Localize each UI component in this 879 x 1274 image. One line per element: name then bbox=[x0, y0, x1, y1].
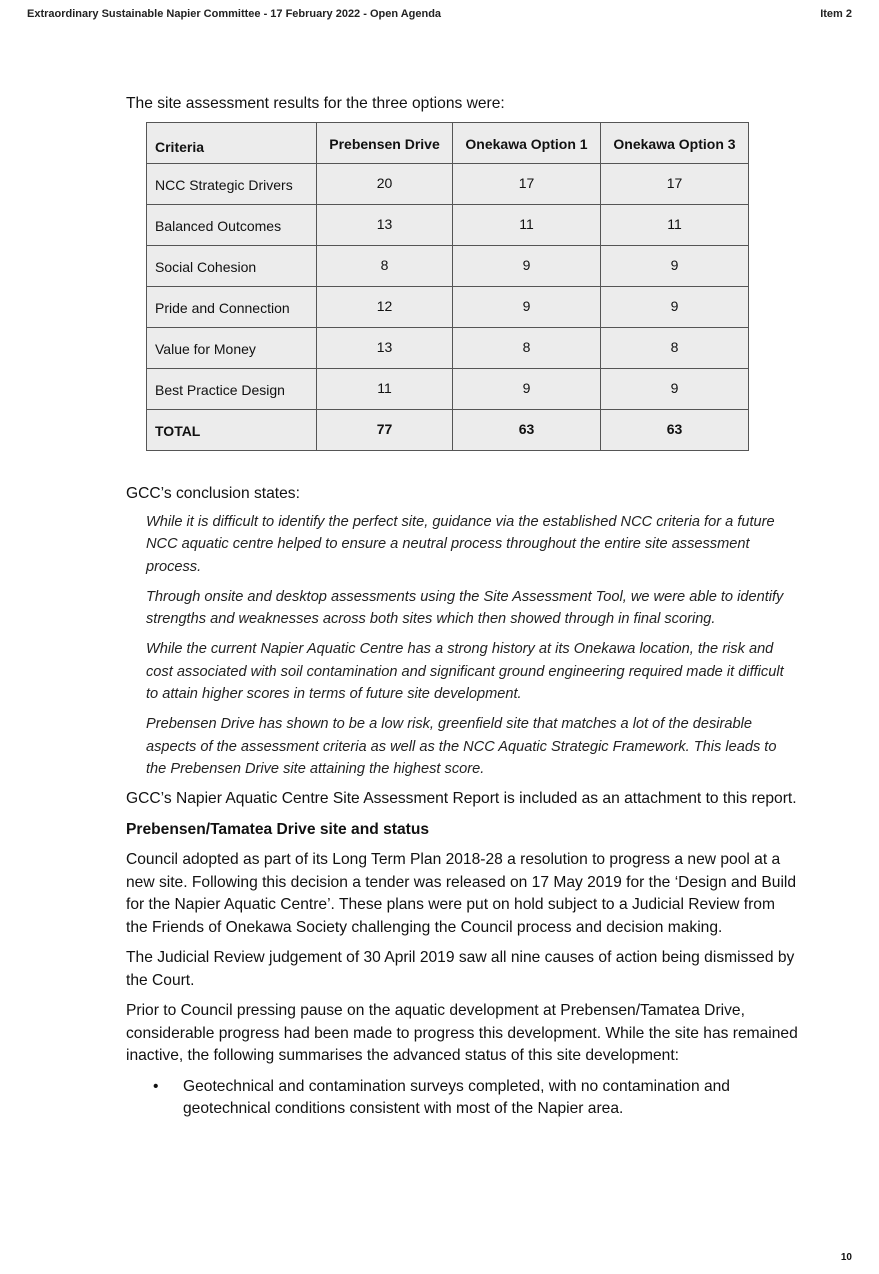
score-cell: 9 bbox=[601, 368, 749, 409]
quote-paragraph: While it is difficult to identify the perfect site, guidance via the established NCC criteria for a future NCC aquatic centre helped to ensure a neutral process throughout the entire site assessment process. bbox=[146, 514, 775, 575]
list-item-text: Geotechnical and contamination surveys completed, with no contamination and geotechnical conditions consistent with most of the Napier area. bbox=[183, 1077, 730, 1118]
body-paragraph: Council adopted as part of its Long Term Plan 2018-28 a resolution to progress a new pool at a new site. Following this decision a tender was released on 17 May 2019 for the ‘Design and Build for the Napier Aquatic Centre’. These plans were put on hold subject to a Judicial Review from the Friends of Onekawa Society challenging the Council process and decision making. bbox=[126, 851, 797, 936]
score-cell: 20 bbox=[317, 163, 453, 204]
column-header: Criteria bbox=[147, 122, 317, 163]
assessment-results-table bbox=[146, 122, 749, 451]
table-row bbox=[147, 327, 749, 368]
attachment-note: GCC’s Napier Aquatic Centre Site Assessment Report is included as an attachment to this report. bbox=[126, 790, 797, 808]
table-total-row bbox=[147, 409, 749, 450]
document-body bbox=[126, 93, 798, 1121]
score-cell: 17 bbox=[453, 163, 601, 204]
page-number: 10 bbox=[840, 1252, 852, 1263]
quote-paragraph: Through onsite and desktop assessments using the Site Assessment Tool, we were able to identify strengths and weaknesses across both sites which then showed through in final scoring. bbox=[146, 588, 784, 628]
score-cell: 9 bbox=[453, 368, 601, 409]
status-bullet-list bbox=[126, 1076, 798, 1121]
criteria-cell: Pride and Connection bbox=[147, 286, 317, 327]
quote-paragraph: While the current Napier Aquatic Centre has a strong history at its Onekawa location, the risk and cost associated with soil contamination and significant ground engineering required made it difficult to attain higher scores in terms of future site development. bbox=[146, 641, 784, 703]
conclusion-quote bbox=[146, 511, 798, 780]
total-cell: 63 bbox=[601, 409, 749, 450]
table-row bbox=[147, 286, 749, 327]
criteria-cell: Social Cohesion bbox=[147, 245, 317, 286]
score-cell: 13 bbox=[317, 327, 453, 368]
total-cell: 77 bbox=[317, 409, 453, 450]
score-cell: 13 bbox=[317, 204, 453, 245]
criteria-cell: Best Practice Design bbox=[147, 368, 317, 409]
conclusion-intro: GCC’s conclusion states: bbox=[126, 484, 300, 502]
score-cell: 9 bbox=[453, 245, 601, 286]
score-cell: 9 bbox=[453, 286, 601, 327]
table-row bbox=[147, 204, 749, 245]
column-header: Prebensen Drive bbox=[317, 122, 453, 163]
column-header: Onekawa Option 3 bbox=[601, 122, 749, 163]
table-intro: The site assessment results for the three options were: bbox=[126, 95, 505, 112]
score-cell: 11 bbox=[601, 204, 749, 245]
score-cell: 9 bbox=[601, 286, 749, 327]
column-header: Onekawa Option 1 bbox=[453, 122, 601, 163]
score-cell: 8 bbox=[601, 327, 749, 368]
body-paragraph: Prior to Council pressing pause on the aquatic development at Prebensen/Tamatea Drive, considerable progress had been made to progress this development. While the site has remained inactive, the following summarises the advanced status of this site development: bbox=[126, 1002, 798, 1065]
header-title: Extraordinary Sustainable Napier Committee - 17 February 2022 - Open Agenda bbox=[27, 8, 442, 20]
table-header-row bbox=[147, 122, 749, 163]
body-paragraph: The Judicial Review judgement of 30 April 2019 saw all nine causes of action being dismissed by the Court. bbox=[126, 949, 795, 989]
total-cell: 63 bbox=[453, 409, 601, 450]
score-cell: 8 bbox=[317, 245, 453, 286]
table-row bbox=[147, 368, 749, 409]
quote-paragraph: Prebensen Drive has shown to be a low risk, greenfield site that matches a lot of the desirable aspects of the assessment criteria as well as the NCC Aquatic Strategic Framework. This leads to the Prebensen Drive site attaining the highest score. bbox=[146, 716, 777, 777]
score-cell: 12 bbox=[317, 286, 453, 327]
header-item-label: Item 2 bbox=[820, 8, 852, 20]
table-row bbox=[147, 163, 749, 204]
criteria-cell: Value for Money bbox=[147, 327, 317, 368]
score-cell: 17 bbox=[601, 163, 749, 204]
criteria-cell: NCC Strategic Drivers bbox=[147, 163, 317, 204]
score-cell: 11 bbox=[317, 368, 453, 409]
score-cell: 9 bbox=[601, 245, 749, 286]
score-cell: 11 bbox=[453, 204, 601, 245]
score-cell: 8 bbox=[453, 327, 601, 368]
bullet-icon: • bbox=[153, 1077, 159, 1095]
total-label: TOTAL bbox=[147, 409, 317, 450]
section-heading: Prebensen/Tamatea Drive site and status bbox=[126, 820, 430, 838]
table-row bbox=[147, 245, 749, 286]
list-item bbox=[153, 1076, 798, 1121]
criteria-cell: Balanced Outcomes bbox=[147, 204, 317, 245]
